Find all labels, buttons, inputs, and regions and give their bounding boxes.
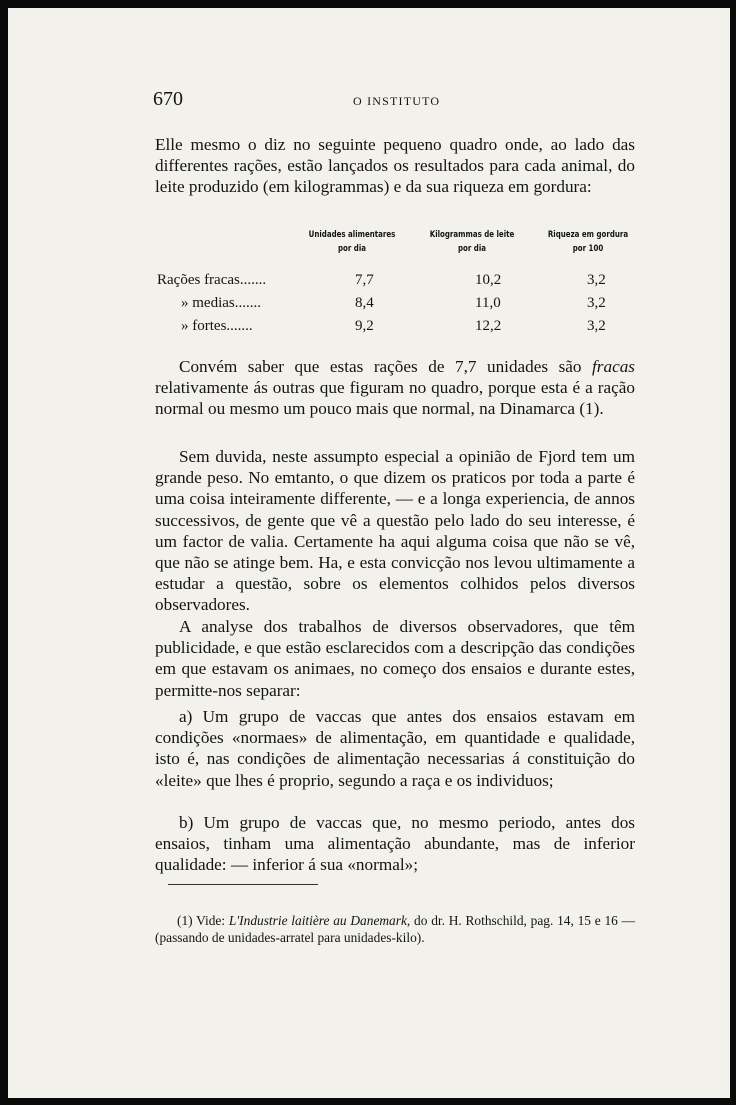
paragraph-rations: Convém saber que estas rações de 7,7 unidades são fracas relativamente ás outras que figuram no quadro, porque esta é a ração normal ou mesmo um pouco mais que normal, na Dinamarca (1). (155, 357, 635, 419)
table-header-milk-kg: Kilogrammas de leite por dia (429, 230, 515, 254)
ration-table (155, 228, 635, 338)
list-item-a: a) Um grupo de vaccas que antes dos ensaios estavam em condições «normaes» de alimentação, em quantidade e qualidade, isto é, nas condições de alimentação necessarias á constituição do «leite» que lhes é proprio, segundo a raça e os individuos; (155, 707, 635, 790)
page-header (8, 88, 730, 112)
row-label: » fortes....... (181, 318, 253, 334)
footnote: (1) Vide: L'Industrie laitière au Danemark, do dr. H. Rothschild, pag. 14, 15 e 16 — (passando de unidades-arratel para unidades-kilo). (155, 913, 635, 945)
running-head: O INSTITUTO (353, 94, 441, 108)
list-item-b: b) Um grupo de vaccas que, no mesmo periodo, antes dos ensaios, tinham uma alimentação abundante, mas de inferior qualidade: — inferior á sua «normal»; (155, 813, 635, 875)
page-number: 670 (153, 88, 183, 110)
cell-fat: 3,2 (587, 318, 606, 334)
cell-milk-kg: 10,2 (475, 272, 502, 288)
cell-feed-units: 7,7 (355, 272, 374, 288)
intro-text: Elle mesmo o diz no seguinte pequeno quadro onde, ao lado das differentes rações, estão lançados os resultados para cada animal, do leite produzido (em kilogrammas) e da sua riqueza em gordura: (155, 135, 635, 197)
cell-feed-units: 9,2 (355, 318, 374, 334)
paragraph-opinion: Sem duvida, neste assumpto especial a opinião de Fjord tem um grande peso. No emtanto, o que dizem os praticos por toda a parte é uma coisa inteiramente differente, — e a longa experiencia, de annos successivos, de gente que vê a questão pelo lado do seu interesse, é um factor de valia. Certamente ha aqui alguma coisa que não se vê, que não se atinge bem. Ha, e esta convicção nos levou ultimamente a estudar a questão, sobre os elementos colhidos pelos diversos observadores. (155, 447, 635, 615)
table-row (155, 293, 635, 313)
table-header-fat-richness: Riqueza em gordura por 100 (547, 230, 629, 254)
footnote-book-title: L'Industrie laitière au Danemark (228, 913, 407, 928)
paragraph-analysis: A analyse dos trabalhos de diversos observadores, que têm publicidade, e que estão esclarecidos com a descripção das condições em que estavam os animaes, no começo dos ensaios e durante estes, permitte-nos separar: (155, 617, 635, 700)
italic-term: fracas (592, 357, 635, 376)
cell-milk-kg: 11,0 (475, 295, 501, 311)
cell-fat: 3,2 (587, 272, 606, 288)
footnote-divider (168, 884, 318, 885)
table-row (155, 316, 635, 336)
row-label: » medias....... (181, 295, 261, 311)
book-page (8, 8, 730, 1098)
table-row (155, 270, 635, 290)
table-header-feed-units: Unidades alimentares por dia (308, 230, 396, 254)
intro-paragraph (155, 134, 635, 198)
row-label: Rações fracas....... (157, 272, 267, 288)
cell-milk-kg: 12,2 (475, 318, 502, 334)
cell-fat: 3,2 (587, 295, 606, 311)
cell-feed-units: 8,4 (355, 295, 374, 311)
